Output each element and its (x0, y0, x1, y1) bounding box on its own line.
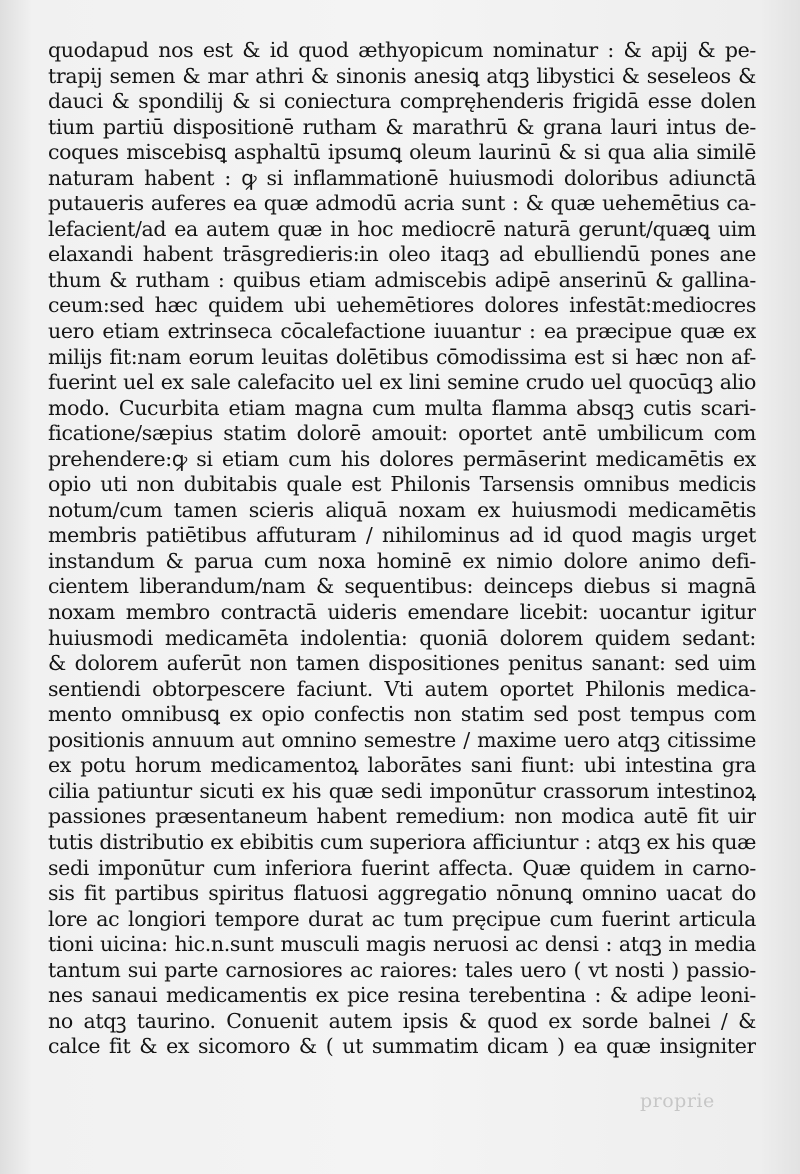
text-line: huiusmodi medicamēta indolentia: quoniā dolorem quidem sedant: (48, 625, 756, 650)
text-line: dauci & spondilij & si coniectura compręhenderis frigidā esse dolen (48, 89, 756, 114)
text-line: nes sanaui medicamentis ex pice resina terebentina : & adipe leoni- (48, 983, 756, 1008)
text-line: putaueris auferes ea quæ admodū acria sunt : & quæ uehemētius ca- (48, 191, 756, 216)
text-line: tium partiū dispositionē rutham & marathrū & grana lauri intus de- (48, 114, 756, 139)
text-line: thum & rutham : quibus etiam admiscebis adipē anserinū & gallina- (48, 267, 756, 292)
text-line: prehendere:ꝙ si etiam cum his dolores permāserint medicamētis ex (48, 446, 756, 471)
text-line: passiones præsentaneum habent remedium: non modica autē fit uir (48, 804, 756, 829)
text-line: no atqꝫ taurino. Conuenit autem ipsis & quod ex sorde balnei / & (48, 1008, 756, 1033)
text-line: cilia patiuntur sicuti ex his quæ sedi imponūtur crassorum intestinoꝝ (48, 778, 756, 803)
text-line: tioni uicina: hic.n.sunt musculi magis neruosi ac densi : atqꝫ in media (48, 932, 756, 957)
text-line: trapij semen & mar athri & sinonis anesiꝗ atqꝫ libystici & seseleos & (48, 63, 756, 88)
text-line: elaxandi habent trāsgredieris:in oleo itaqꝫ ad ebulliendū pones ane (48, 242, 756, 267)
text-line: sedi imponūtur cum inferiora fuerint affecta. Quæ quidem in carno- (48, 855, 756, 880)
text-line: lefacient/ad ea autem quæ in hoc mediocrē naturā gerunt/quæꝗ uim (48, 216, 756, 241)
text-line: sentiendi obtorpescere faciunt. Vti autem oportet Philonis medica- (48, 676, 756, 701)
text-line: tantum sui parte carnosiores ac raiores: tales uero ( vt nosti ) passio- (48, 957, 756, 982)
text-line: notum/cum tamen scieris aliquā noxam ex huiusmodi medicamētis (48, 497, 756, 522)
text-line: coques miscebisꝗ asphaltū ipsumꝗ oleum laurinū & si qua alia similē (48, 140, 756, 165)
text-line: cientem liberandum/nam & sequentibus: deinceps diebus si magnā (48, 574, 756, 599)
text-line: positionis annuum aut omnino semestre / maxime uero atqꝫ citissime (48, 727, 756, 752)
body-text (48, 38, 756, 1060)
text-line: instandum & parua cum noxa hominē ex nimio dolore animo defi- (48, 548, 756, 573)
text-line: ex potu horum medicamentoꝝ laborātes sani fiunt: ubi intestina gra (48, 753, 756, 778)
text-line: tutis distributio ex ebibitis cum superiora afficiuntur : atqꝫ ex his quæ (48, 829, 756, 854)
text-line: lore ac longiori tempore durat ac tum pręcipue cum fuerint articula (48, 906, 756, 931)
text-line: uero etiam extrinseca cōcalefactione iuuantur : ea præcipue quæ ex (48, 319, 756, 344)
text-line: membris patiētibus affuturam / nihilominus ad id quod magis urget (48, 523, 756, 548)
show-through-text: proprie (640, 1090, 715, 1112)
text-line: ficatione/sæpius statim dolorē amouit: oportet antē umbilicum com (48, 421, 756, 446)
text-line: opio uti non dubitabis quale est Philonis Tarsensis omnibus medicis (48, 472, 756, 497)
text-line: mento omnibusꝗ ex opio confectis non statim sed post tempus com (48, 702, 756, 727)
text-line: noxam membro contractā uideris emendare licebit: uocantur igitur (48, 600, 756, 625)
text-line: sis fit partibus spiritus flatuosi aggregatio nōnunꝗ omnino uacat do (48, 881, 756, 906)
text-line: milijs fit:nam eorum leuitas dolētibus cōmodissima est si hæc non af- (48, 344, 756, 369)
text-line: quodapud nos est & id quod æthyopicum nominatur : & apij & pe- (48, 38, 756, 62)
text-line: modo. Cucurbita etiam magna cum multa flamma absqꝫ cutis scari- (48, 395, 756, 420)
text-line: & dolorem auferūt non tamen dispositiones penitus sanant: sed uim (48, 651, 756, 676)
text-line: fuerint uel ex sale calefacito uel ex lini semine crudo uel quocūqꝫ alio (48, 370, 756, 395)
text-line: calce fit & ex sicomoro & ( ut summatim dicam ) ea quæ insigniter (48, 1034, 756, 1059)
text-line: naturam habent : ꝙ si inflammationē huiusmodi doloribus adiunctā (48, 165, 756, 190)
text-line: ceum:sed hæc quidem ubi uehemētiores dolores infestāt:mediocres (48, 293, 756, 318)
